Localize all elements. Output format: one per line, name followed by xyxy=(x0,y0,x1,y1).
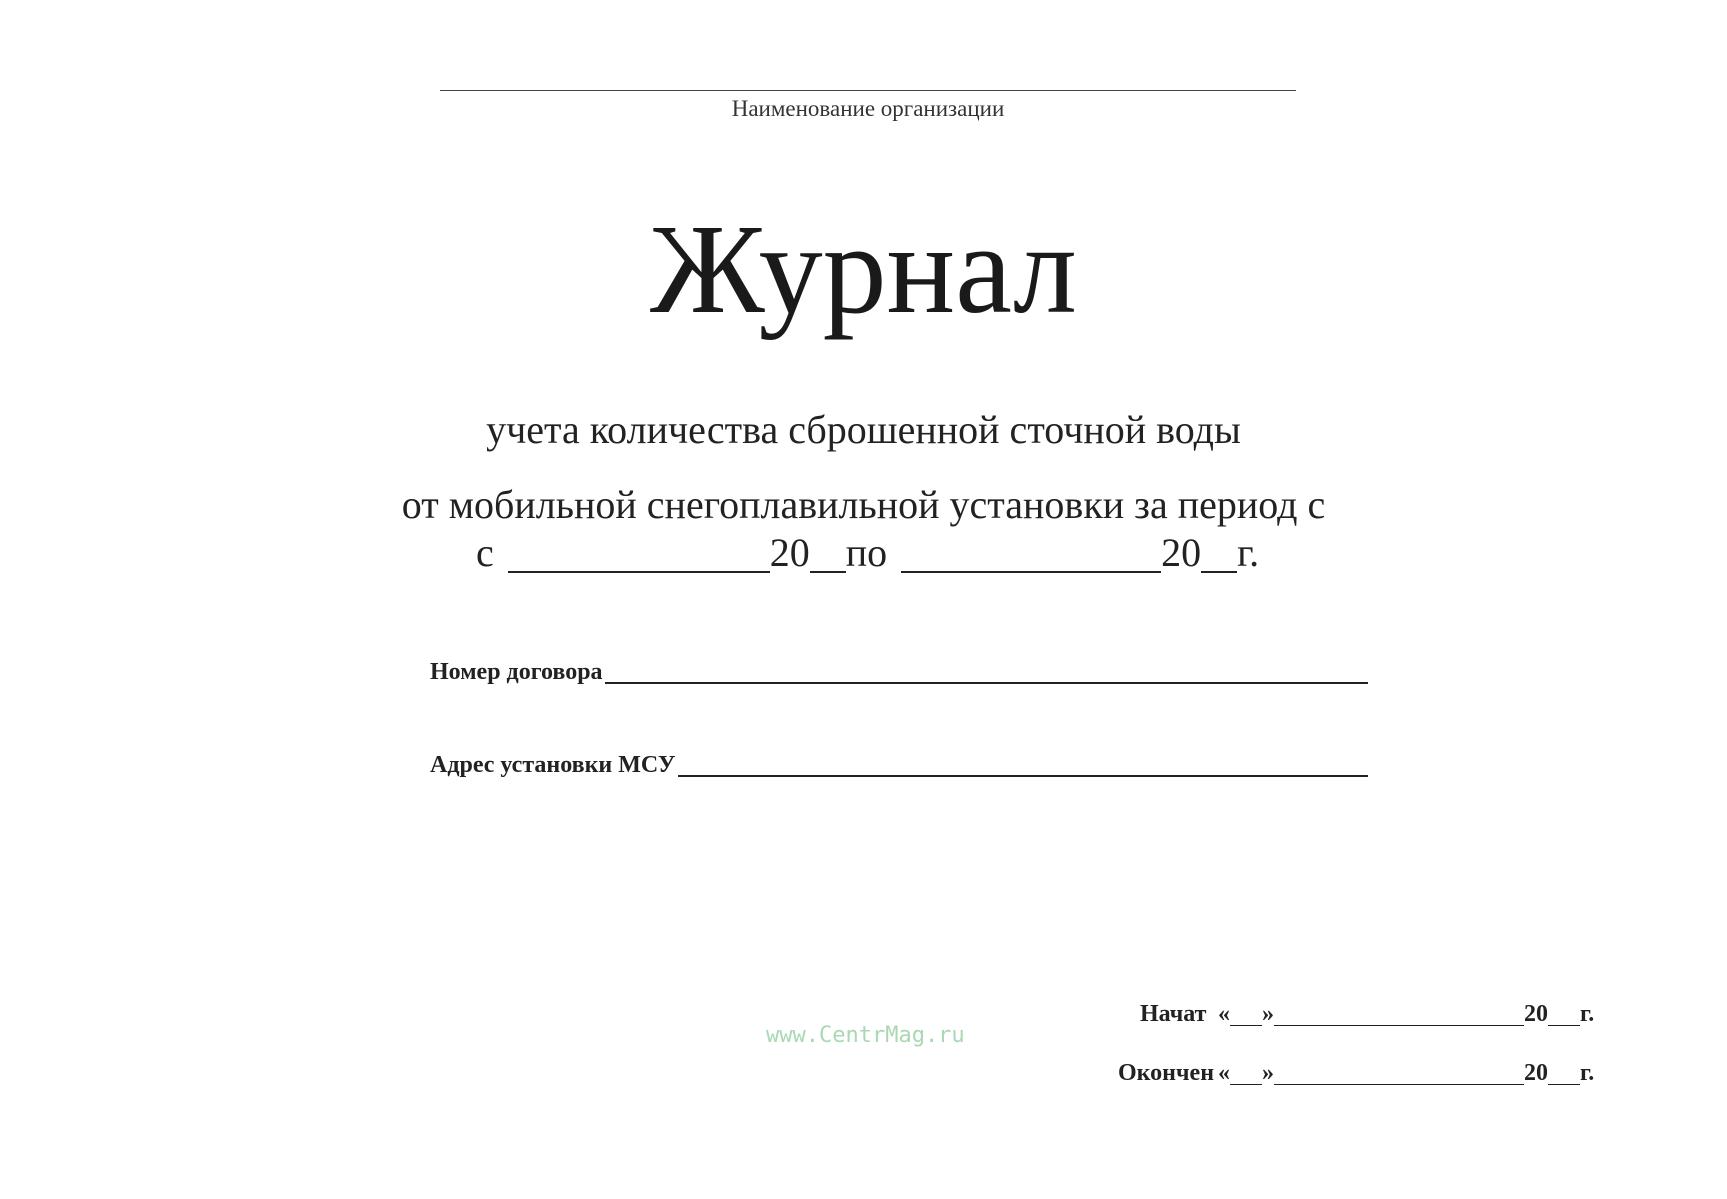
period-year-blank-2[interactable] xyxy=(1201,535,1237,573)
ended-quote-open: « xyxy=(1218,1060,1230,1086)
started-year-prefix: 20 xyxy=(1524,1001,1548,1027)
ended-year-suffix: г. xyxy=(1580,1060,1595,1086)
contract-number-blank[interactable] xyxy=(605,660,1368,684)
started-label: Начат xyxy=(1140,1001,1207,1027)
ended-label: Окончен xyxy=(1118,1060,1215,1086)
started-year-suffix: г. xyxy=(1580,1001,1595,1027)
started-year-blank[interactable] xyxy=(1548,1005,1580,1026)
period-end-blank[interactable] xyxy=(901,535,1161,573)
document-title: Журнал xyxy=(650,198,1077,340)
period-year-blank-1[interactable] xyxy=(810,535,846,573)
watermark: www.CentrMag.ru xyxy=(766,1023,965,1048)
subtitle-line-2: от мобильной снегоплавильной установки за период с xyxy=(401,482,1326,527)
period-start-blank[interactable] xyxy=(508,535,770,573)
ended-year-blank[interactable] xyxy=(1548,1064,1580,1085)
organization-name-line xyxy=(440,90,1296,91)
msu-address-blank[interactable] xyxy=(678,753,1368,777)
started-quote-close: » xyxy=(1262,1001,1274,1027)
ended-year-prefix: 20 xyxy=(1524,1060,1548,1086)
period-row xyxy=(476,530,1260,575)
period-from-prefix: с xyxy=(476,530,494,575)
contract-number-label: Номер договора xyxy=(430,659,603,685)
period-year-prefix-1: 20 xyxy=(769,530,810,575)
ended-date-row xyxy=(1118,1061,1606,1085)
contract-number-row xyxy=(430,660,1368,684)
msu-address-label: Адрес установки МСУ xyxy=(430,752,676,778)
period-year-prefix-2: 20 xyxy=(1161,530,1202,575)
period-suffix: г. xyxy=(1237,530,1260,575)
ended-day-blank[interactable] xyxy=(1230,1064,1262,1085)
started-day-blank[interactable] xyxy=(1230,1005,1262,1026)
subtitle-line-1: учета количества сброшенной сточной воды xyxy=(486,407,1241,452)
period-to-word: по xyxy=(845,530,888,575)
started-month-blank[interactable] xyxy=(1274,1005,1524,1026)
ended-month-blank[interactable] xyxy=(1274,1064,1524,1085)
organization-name-caption: Наименование организации xyxy=(731,96,1005,121)
started-quote-open: « xyxy=(1218,1001,1230,1027)
msu-address-row xyxy=(430,753,1368,777)
started-date-row xyxy=(1140,1002,1606,1026)
ended-quote-close: » xyxy=(1262,1060,1274,1086)
